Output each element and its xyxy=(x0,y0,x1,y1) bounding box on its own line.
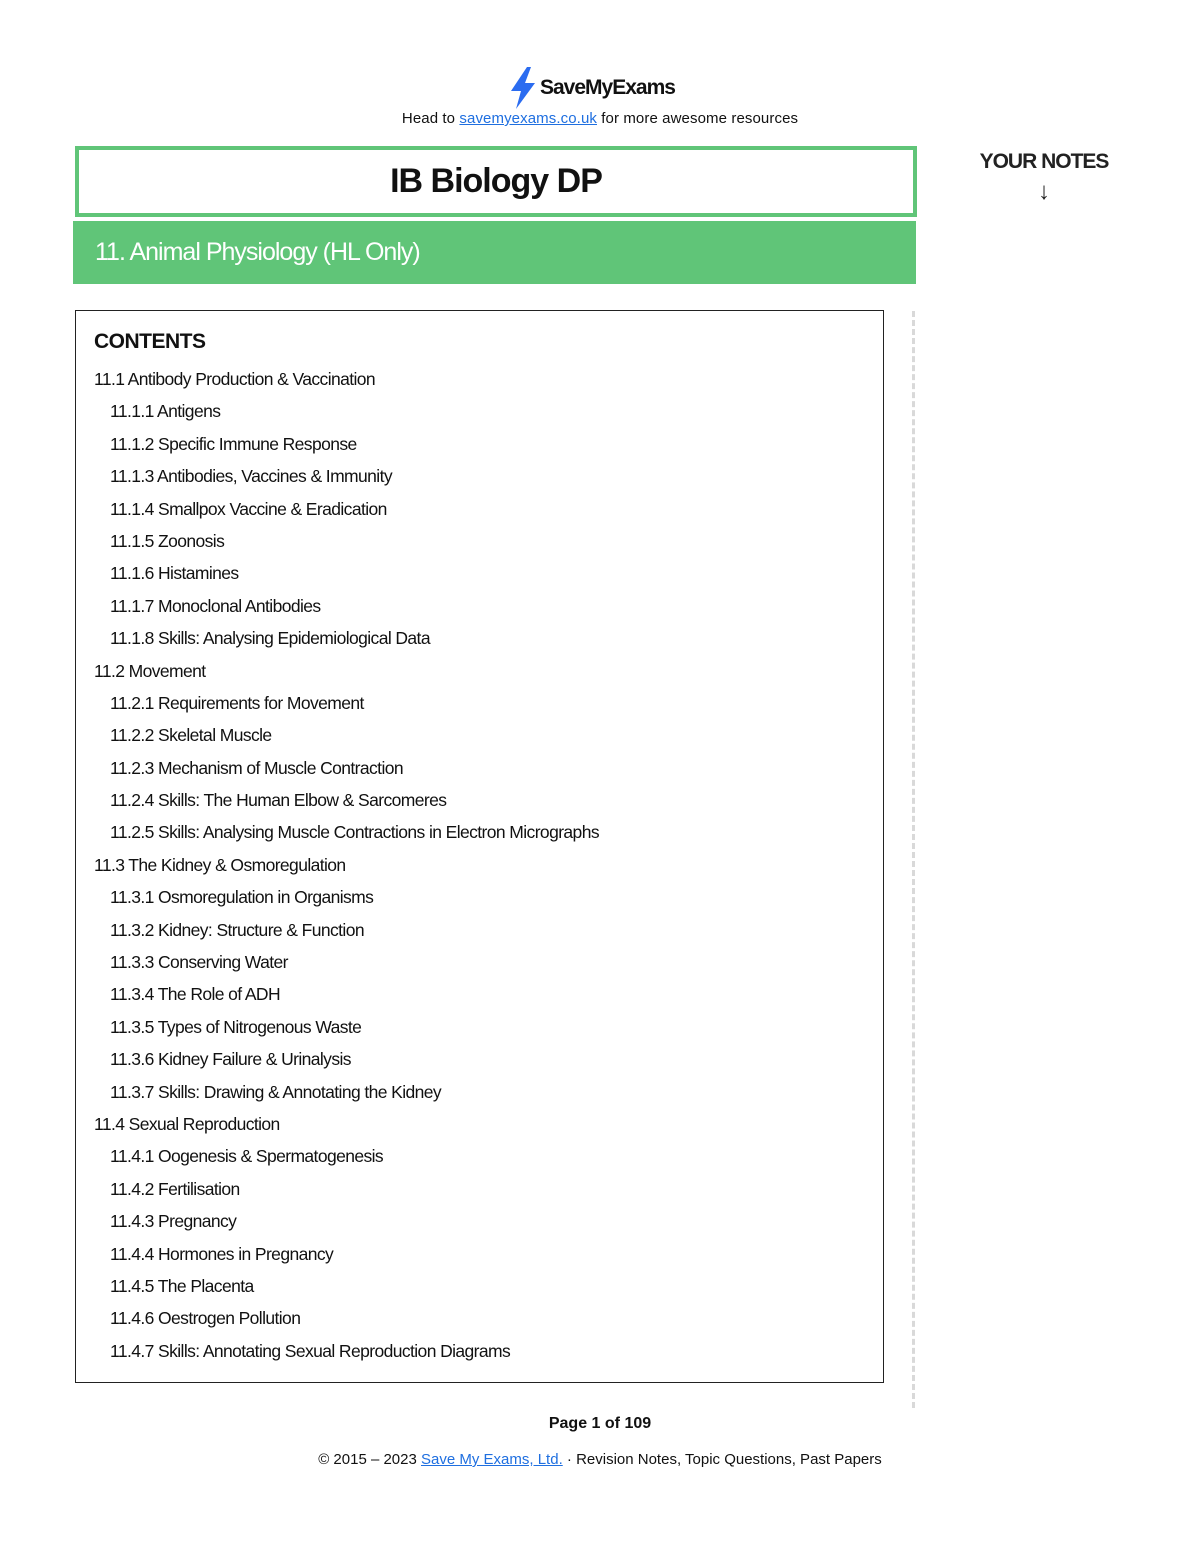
subject-banner xyxy=(73,221,916,284)
contents-subitem[interactable]: 11.2.1 Requirements for Movement xyxy=(110,692,364,713)
contents-subitem[interactable]: 11.4.4 Hormones in Pregnancy xyxy=(110,1243,334,1264)
contents-subitem[interactable]: 11.4.2 Fertilisation xyxy=(110,1178,240,1199)
brand-logo[interactable] xyxy=(507,66,675,110)
page-number: Page 1 of 109 xyxy=(548,1415,652,1432)
contents-subitem[interactable]: 11.2.5 Skills: Analysing Muscle Contractions in Electron Micrographs xyxy=(110,822,599,843)
contents-subitem[interactable]: 11.1.6 Histamines xyxy=(110,563,239,584)
contents-subitem[interactable]: 11.3.4 The Role of ADH xyxy=(110,984,281,1005)
lightning-bolt-shape xyxy=(511,67,535,109)
contents-subitem[interactable]: 11.2.3 Mechanism of Muscle Contraction xyxy=(110,757,403,778)
header-tagline xyxy=(0,110,1200,127)
contents-subitem[interactable]: 11.3.3 Conserving Water xyxy=(110,952,288,973)
contents-subitem[interactable]: 11.3.5 Types of Nitrogenous Waste xyxy=(110,1016,362,1037)
document-title-box xyxy=(75,146,917,217)
lightning-bolt-icon xyxy=(507,67,539,109)
contents-panel xyxy=(75,310,884,1383)
page-footer xyxy=(0,1451,1200,1468)
contents-subitem[interactable]: 11.2.4 Skills: The Human Elbow & Sarcomeres xyxy=(110,790,447,811)
contents-subitem[interactable]: 11.3.7 Skills: Drawing & Annotating the Kidney xyxy=(110,1081,442,1102)
contents-subitem[interactable]: 11.2.2 Skeletal Muscle xyxy=(110,725,272,746)
contents-list xyxy=(94,363,599,1367)
contents-subitem[interactable]: 11.4.1 Oogenesis & Spermatogenesis xyxy=(110,1146,384,1167)
contents-subitem[interactable]: 11.1.1 Antigens xyxy=(110,401,221,422)
footer-tagline: · Revision Notes, Topic Questions, Past Papers xyxy=(562,1451,882,1468)
contents-subitem[interactable]: 11.3.6 Kidney Failure & Urinalysis xyxy=(110,1049,351,1070)
arrow-down-icon: ↓ xyxy=(1038,178,1050,205)
subject-title: 11. Animal Physiology (HL Only) xyxy=(95,238,420,266)
contents-subitem[interactable]: 11.3.1 Osmoregulation in Organisms xyxy=(110,887,374,908)
contents-subitem[interactable]: 11.4.6 Oestrogen Pollution xyxy=(110,1308,301,1329)
contents-heading: CONTENTS xyxy=(94,330,206,353)
savemyexams-link[interactable]: savemyexams.co.uk xyxy=(459,110,597,127)
brand-name: SaveMyExams xyxy=(540,76,675,99)
contents-subitem[interactable]: 11.1.5 Zoonosis xyxy=(110,530,225,551)
tagline-suffix: for more awesome resources xyxy=(597,110,799,127)
contents-section[interactable]: 11.4 Sexual Reproduction xyxy=(94,1113,280,1134)
contents-subitem[interactable]: 11.4.5 The Placenta xyxy=(110,1275,254,1296)
contents-section[interactable]: 11.3 The Kidney & Osmoregulation xyxy=(94,854,346,875)
contents-subitem[interactable]: 11.1.4 Smallpox Vaccine & Eradication xyxy=(110,498,387,519)
contents-subitem[interactable]: 11.1.2 Specific Immune Response xyxy=(110,433,357,454)
document-title: IB Biology DP xyxy=(390,162,602,200)
notes-divider xyxy=(912,311,915,1408)
footer-link[interactable]: Save My Exams, Ltd. xyxy=(421,1451,563,1468)
contents-subitem[interactable]: 11.4.7 Skills: Annotating Sexual Reproduction Diagrams xyxy=(110,1340,511,1361)
footer-copyright: © 2015 – 2023 xyxy=(318,1451,422,1468)
contents-section[interactable]: 11.1 Antibody Production & Vaccination xyxy=(94,369,376,389)
contents-subitem[interactable]: 11.1.8 Skills: Analysing Epidemiological Data xyxy=(110,628,430,649)
contents-subitem[interactable]: 11.1.7 Monoclonal Antibodies xyxy=(110,595,321,616)
contents-subitem[interactable]: 11.3.2 Kidney: Structure & Function xyxy=(110,919,364,940)
contents-subitem[interactable]: 11.4.3 Pregnancy xyxy=(110,1211,237,1232)
tagline-prefix: Head to xyxy=(401,110,460,127)
your-notes-label: YOUR NOTES xyxy=(979,150,1109,173)
contents-section[interactable]: 11.2 Movement xyxy=(94,660,206,681)
contents-subitem[interactable]: 11.1.3 Antibodies, Vaccines & Immunity xyxy=(110,466,392,487)
